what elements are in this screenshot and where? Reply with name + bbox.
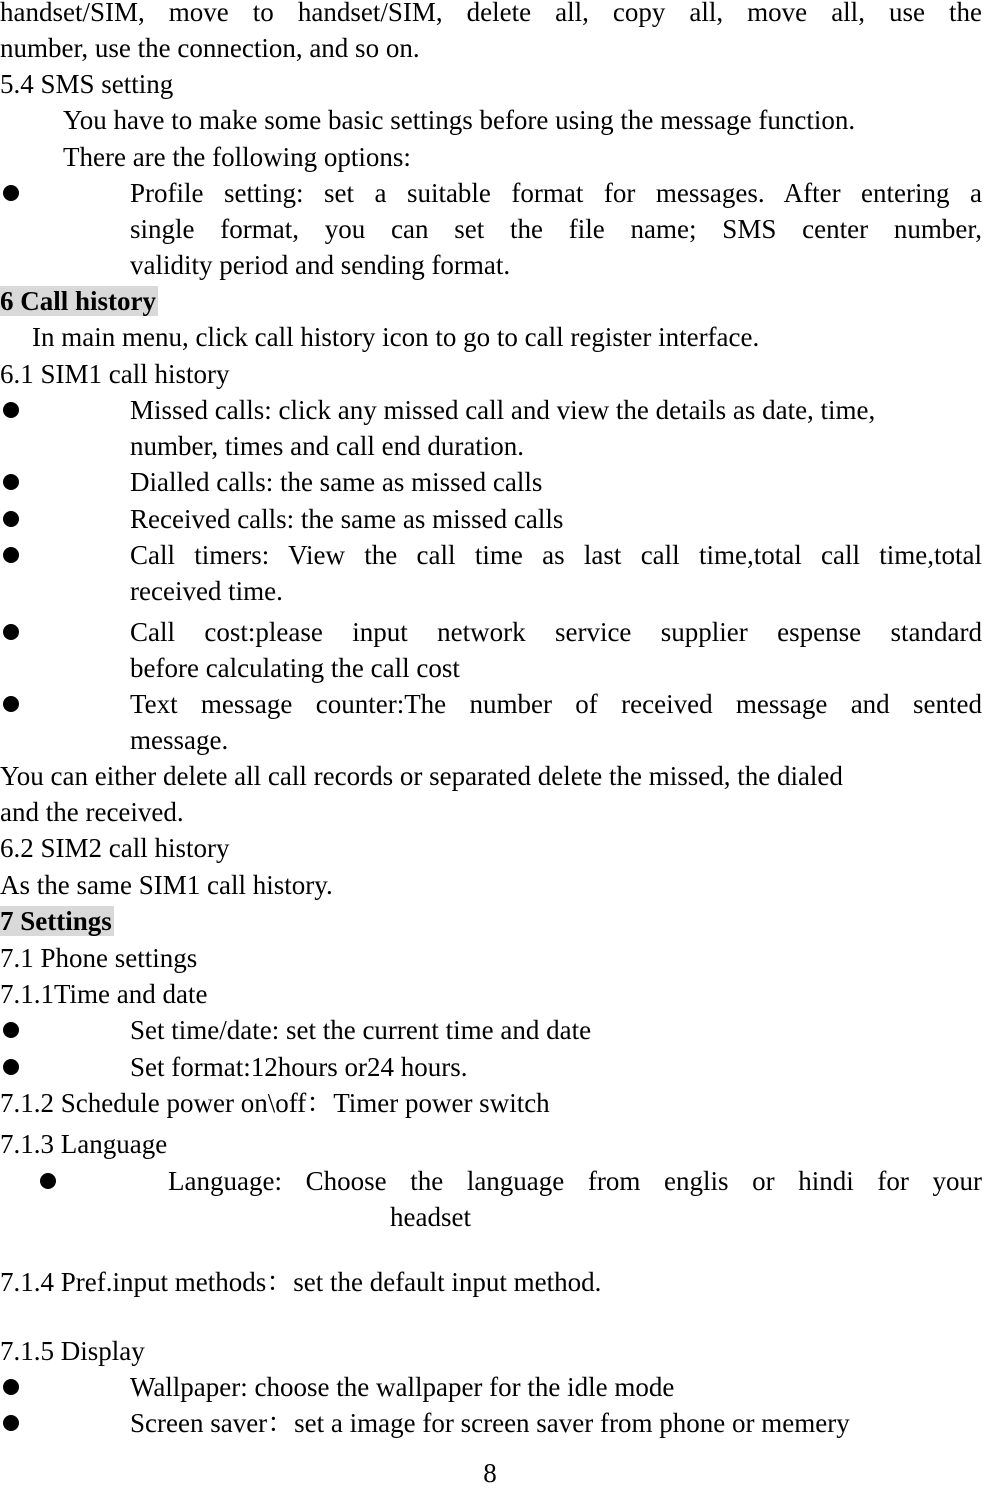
bullet-text: Call timers: View the call time as last call time,total call time,total (130, 540, 982, 570)
bullet-text: Set time/date: set the current time and date (130, 1015, 592, 1045)
section-heading-7-1-3: 7.1.3 Language (0, 1129, 168, 1159)
section-heading-7-1-2: 7.1.2 Schedule power on\off：Timer power switch (0, 1088, 550, 1118)
section-heading-7-1: 7.1 Phone settings (0, 943, 198, 973)
bullet-text: received time. (130, 576, 283, 606)
bullet-icon (3, 696, 19, 712)
bullet-text: Profile setting: set a suitable format for messages. After entering a (130, 178, 982, 208)
bullet-text: Missed calls: click any missed call and view the details as date, time, (130, 395, 876, 425)
paragraph-line: number, use the connection, and so on. (0, 33, 420, 63)
bullet-icon (3, 511, 19, 527)
bullet-text: Wallpaper: choose the wallpaper for the idle mode (130, 1372, 675, 1402)
paragraph-line: You have to make some basic settings before using the message function. (63, 105, 856, 135)
section-heading-7-1-4: 7.1.4 Pref.input methods：set the default input method. (0, 1267, 602, 1297)
bullet-icon (3, 1379, 19, 1395)
bullet-text: single format, you can set the file name; SMS center number, (130, 214, 982, 244)
page-number: 8 (483, 1458, 497, 1488)
bullet-icon (3, 1415, 19, 1431)
paragraph-line: You can either delete all call records or separated delete the missed, the dialed (0, 761, 843, 791)
bullet-text: Text message counter:The number of received message and sented (130, 689, 982, 719)
paragraph-line: In main menu, click call history icon to go to call register interface. (32, 322, 760, 352)
bullet-text: Received calls: the same as missed calls (130, 504, 564, 534)
bullet-icon (40, 1173, 56, 1189)
bullet-text: message. (130, 725, 229, 755)
section-heading-5-4: 5.4 SMS setting (0, 69, 174, 99)
chapter-heading-7: 7 Settings (0, 906, 112, 936)
paragraph-line: and the received. (0, 797, 184, 827)
paragraph-line: There are the following options: (63, 142, 411, 172)
bullet-icon (3, 547, 19, 563)
bullet-text: Screen saver：set a image for screen saver from phone or memery (130, 1408, 850, 1438)
paragraph-line: handset/SIM, move to handset/SIM, delete all, copy all, move all, use the (0, 0, 982, 27)
bullet-text: Call cost:please input network service supplier espense standard (130, 617, 982, 647)
bullet-text: validity period and sending format. (130, 250, 511, 280)
bullet-icon (3, 402, 19, 418)
bullet-icon (3, 1022, 19, 1038)
section-heading-6-2: 6.2 SIM2 call history (0, 833, 230, 863)
paragraph-line: As the same SIM1 call history. (0, 870, 333, 900)
bullet-text: before calculating the call cost (130, 653, 460, 683)
bullet-text: headset (390, 1202, 471, 1232)
section-heading-7-1-1: 7.1.1Time and date (0, 979, 208, 1009)
bullet-text: Language: Choose the language from englis or hindi for your (168, 1166, 982, 1196)
bullet-text: Dialled calls: the same as missed calls (130, 467, 543, 497)
bullet-icon (3, 1059, 19, 1075)
bullet-text: Set format:12hours or24 hours. (130, 1052, 468, 1082)
chapter-heading-6: 6 Call history (0, 286, 157, 316)
bullet-text: number, times and call end duration. (130, 431, 525, 461)
section-heading-6-1: 6.1 SIM1 call history (0, 359, 230, 389)
bullet-icon (3, 624, 19, 640)
section-heading-7-1-5: 7.1.5 Display (0, 1336, 145, 1366)
bullet-icon (3, 185, 19, 201)
bullet-icon (3, 474, 19, 490)
